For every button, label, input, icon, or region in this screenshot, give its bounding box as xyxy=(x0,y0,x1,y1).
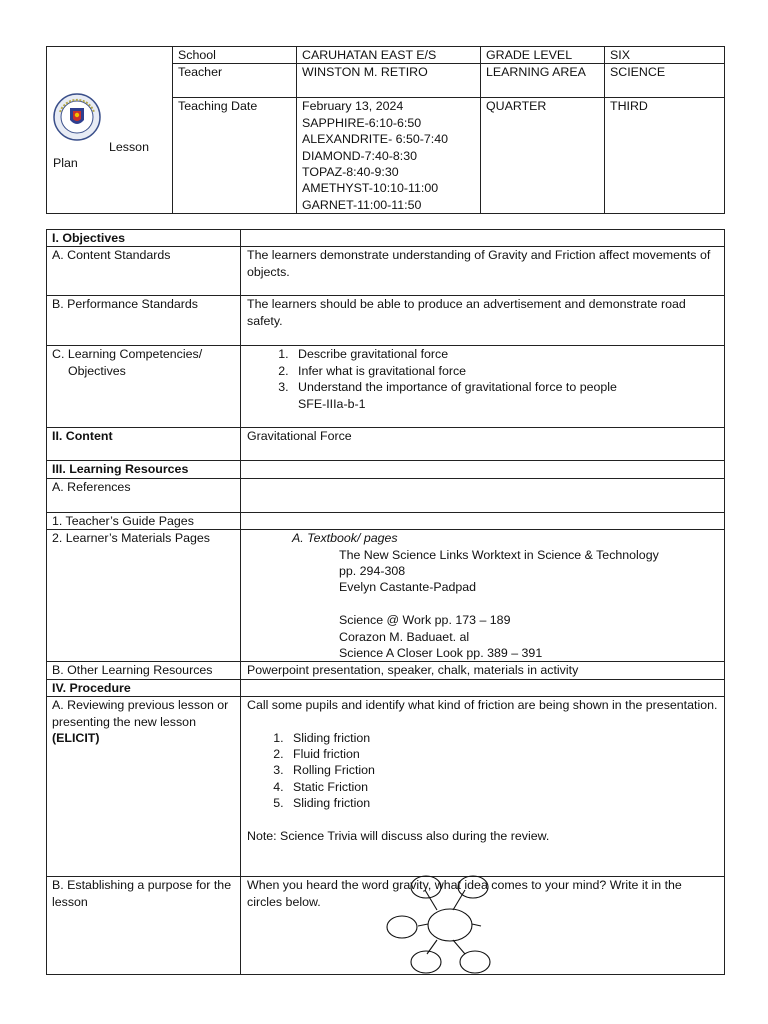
purpose-label: B. Establishing a purpose for the lesson xyxy=(47,877,241,975)
list-item: 1. Describe gravitational force xyxy=(292,346,719,362)
list-item: 3. Understand the importance of gravitational force to people xyxy=(292,379,719,395)
competencies-label xyxy=(47,346,241,428)
textbook-cell xyxy=(241,530,725,662)
school-value: CARUHATAN EAST E/S xyxy=(297,47,481,64)
learners-materials-label: 2. Learner’s Materials Pages xyxy=(47,530,241,662)
reviewing-label xyxy=(47,697,241,877)
teaching-date-line: SAPPHIRE-6:10-6:50 xyxy=(302,115,422,130)
deped-seal-icon xyxy=(52,92,102,142)
diagram-connector xyxy=(425,890,437,910)
grade-level-value: SIX xyxy=(605,47,725,64)
content-label: II. Content xyxy=(47,428,241,461)
textbook-line: Evelyn Castante-Padpad xyxy=(339,580,477,595)
lesson-plan-table xyxy=(46,229,725,975)
plan-word: Plan xyxy=(53,156,78,170)
competency-code: SFE-IIIa-b-1 xyxy=(298,396,366,411)
quarter-label: QUARTER xyxy=(481,98,605,214)
content-standards-text: The learners demonstrate understanding of Gravity and Friction affect movements of objects. xyxy=(241,247,725,296)
center-circle xyxy=(428,909,472,941)
reviewing-label-text: A. Reviewing previous lesson or presenting the new lesson xyxy=(52,698,229,729)
teaching-date-line: TOPAZ-8:40-9:30 xyxy=(302,165,399,180)
idea-circle[interactable] xyxy=(458,876,488,898)
quarter-value: THIRD xyxy=(605,98,725,214)
textbook-line: pp. 294-308 xyxy=(339,564,406,579)
empty-cell xyxy=(241,478,725,512)
idea-circle[interactable] xyxy=(411,951,441,973)
teaching-date-line: AMETHYST-10:10-11:00 xyxy=(302,181,439,196)
references-label: A. References xyxy=(47,478,241,512)
learning-area-value: SCIENCE xyxy=(605,64,725,98)
diagram-connector xyxy=(472,924,481,926)
diagram-connector xyxy=(453,940,465,954)
textbook-line: The New Science Links Worktext in Science & Technology xyxy=(339,547,659,562)
textbook-heading: A. Textbook/ pages xyxy=(292,531,398,546)
objectives-heading: I. Objectives xyxy=(47,230,241,247)
teaching-date-line: DIAMOND-7:40-8:30 xyxy=(302,148,417,163)
teaching-date-value xyxy=(297,98,481,214)
list-item: 2. Infer what is gravitational force xyxy=(292,363,719,379)
idea-web-diagram xyxy=(385,874,493,974)
teaching-date-line: GARNET-11:00-11:50 xyxy=(302,197,422,212)
competencies-list-cell xyxy=(241,346,725,428)
teaching-date-line: ALEXANDRITE- 6:50-7:40 xyxy=(302,132,448,147)
list-item: 4. Static Friction xyxy=(287,779,719,795)
idea-circle[interactable] xyxy=(387,916,417,938)
list-item: 5. Sliding friction xyxy=(287,795,719,811)
diagram-connector xyxy=(453,890,465,910)
list-item: 3. Rolling Friction xyxy=(287,762,719,778)
content-value: Gravitational Force xyxy=(241,428,725,461)
learning-area-label: LEARNING AREA xyxy=(481,64,605,98)
reviewing-note: Note: Science Trivia will discuss also during the review. xyxy=(247,828,550,843)
teachers-guide-label: 1. Teacher’s Guide Pages xyxy=(47,512,241,529)
textbook-line: Science @ Work pp. 173 – 189 xyxy=(339,613,511,628)
school-label: School xyxy=(173,47,297,64)
friction-list xyxy=(247,730,719,812)
performance-standards-label: B. Performance Standards xyxy=(47,296,241,346)
teaching-date-label: Teaching Date xyxy=(173,98,297,214)
content-standards-label: A. Content Standards xyxy=(47,247,241,296)
competencies-label-line: C. Learning Competencies/ xyxy=(52,347,203,362)
other-resources-value: Powerpoint presentation, speaker, chalk, materials in activity xyxy=(241,662,725,679)
reviewing-cell xyxy=(241,697,725,877)
empty-cell xyxy=(241,512,725,529)
idea-circle[interactable] xyxy=(460,951,490,973)
list-item: 2. Fluid friction xyxy=(287,746,719,762)
resources-heading: III. Learning Resources xyxy=(47,461,241,478)
lesson-word: Lesson xyxy=(109,140,149,154)
textbook-line: Science A Closer Look pp. 389 – 391 xyxy=(339,646,543,661)
competencies-label-line: Objectives xyxy=(68,363,126,378)
purpose-text: When you heard the word gravity, what idea comes to your mind? Write it in the circles below. xyxy=(241,877,725,975)
elicit-tag: (ELICIT) xyxy=(52,731,100,746)
list-item: 1. Sliding friction xyxy=(287,730,719,746)
competencies-list xyxy=(246,346,719,395)
teacher-value: WINSTON M. RETIRO xyxy=(297,64,481,98)
other-resources-label: B. Other Learning Resources xyxy=(47,662,241,679)
textbook-line: Corazon M. Baduaet. al xyxy=(339,629,470,644)
performance-standards-text: The learners should be able to produce an advertisement and demonstrate road safety. xyxy=(241,296,725,346)
header-table xyxy=(46,46,725,214)
reviewing-text: Call some pupils and identify what kind of friction are being shown in the presentation. xyxy=(247,698,718,713)
empty-cell xyxy=(241,230,725,247)
diagram-connector xyxy=(418,924,428,926)
grade-level-label: GRADE LEVEL xyxy=(481,47,605,64)
empty-cell xyxy=(241,461,725,478)
teacher-label: Teacher xyxy=(173,64,297,98)
empty-cell xyxy=(241,679,725,696)
textbook-line xyxy=(246,596,719,612)
procedure-heading: IV. Procedure xyxy=(47,679,241,696)
teaching-date-line: February 13, 2024 xyxy=(302,99,404,114)
idea-circle[interactable] xyxy=(411,876,441,898)
